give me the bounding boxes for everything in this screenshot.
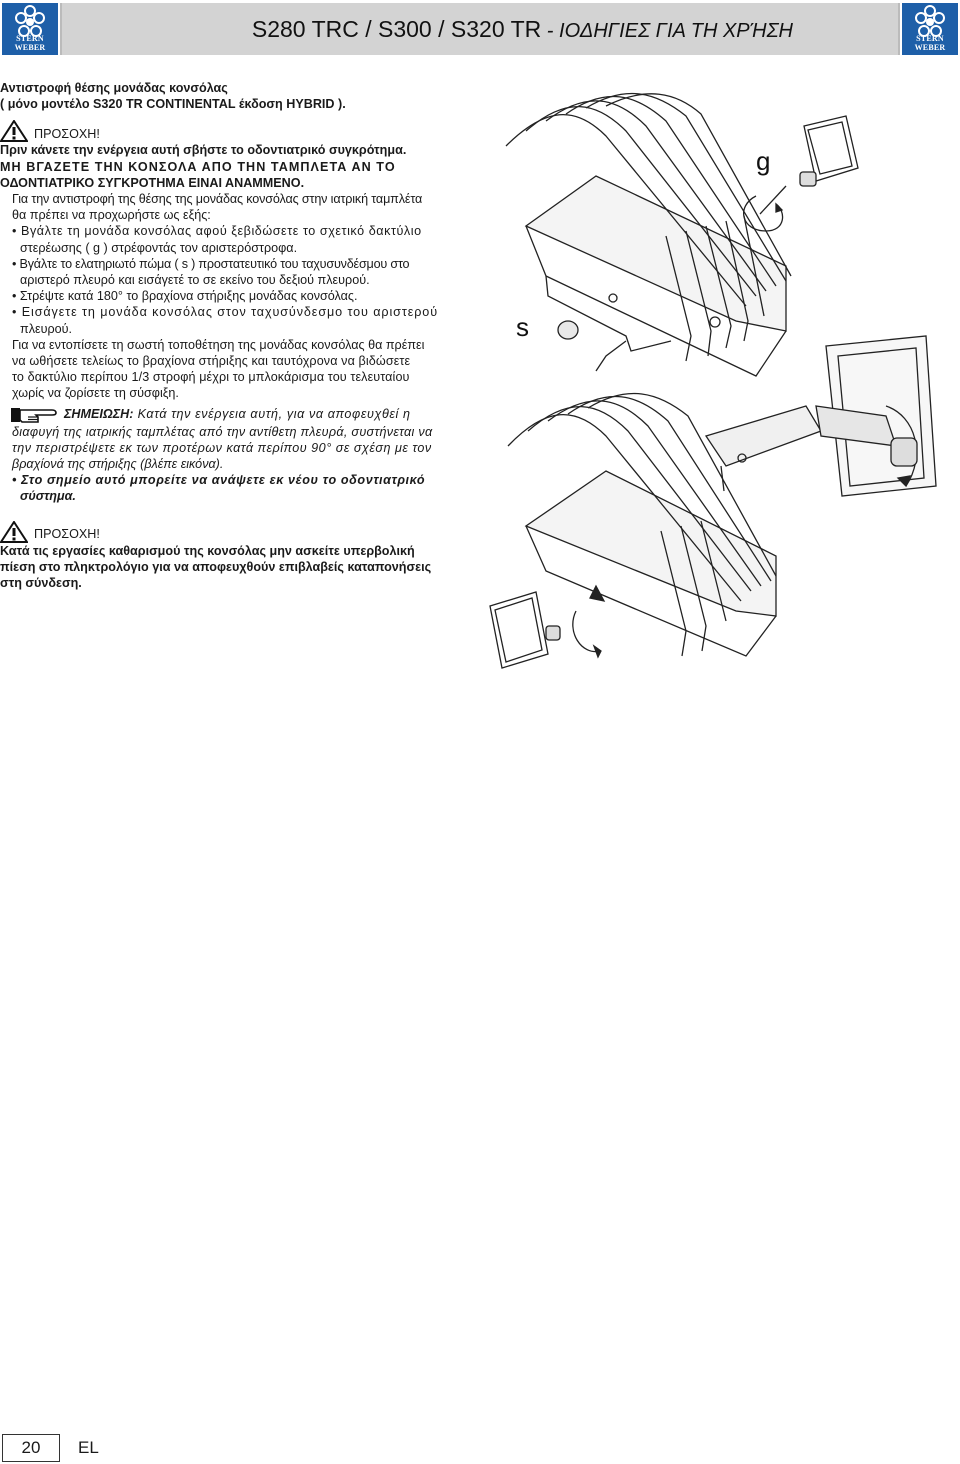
warning-text: Κατά τις εργασίες καθαρισμού της κονσόλας μην ασκείτε υπερβολική (0, 543, 415, 558)
page-number: 20 (2, 1434, 60, 1462)
warning-label: ΠΡΟΣΟΧΗ! (34, 127, 100, 142)
warning-text: στη σύνδεση. (0, 576, 82, 591)
pointing-hand-icon (10, 404, 58, 424)
note-text: την περιστρέψετε εκ των προτέρων κατά περίπου 90° σε σχέση με τον (12, 440, 432, 455)
paragraph: Για να εντοπίσετε τη σωστή τοποθέτηση της μονάδας κονσόλας θα πρέπει (12, 337, 425, 352)
note-text: Κατά την ενέργεια αυτή, για να αποφευχθεί η (133, 406, 411, 421)
console-illustration (486, 86, 958, 676)
page-subtitle: - ΙΟΔΗΓΙΕΣ ΓΙΑ ΤΗ ΧΡΉΣΗ (541, 20, 793, 42)
step-item: στερέωσης ( g ) στρέφοντάς τον αριστερόστροφα. (20, 240, 298, 255)
language-code: EL (78, 1438, 99, 1457)
step-item: • Βγάλτε τη μονάδα κονσόλας αφού ξεβιδώσετε το σχετικό δακτύλιο (12, 224, 422, 239)
step-item: αριστερό πλευρό και εισάγετέ το σε εκείνο του δεξιού πλευρού. (20, 273, 370, 288)
intro-text: θα πρέπει να προχωρήστε ως εξής: (12, 208, 211, 223)
step-item: • Στρέψτε κατά 180° το βραχίονα στήριξης μονάδας κονσόλας. (12, 289, 358, 304)
paragraph: το δακτύλιο περίπου 1/3 στροφή μέχρι το μπλοκάρισμα του τελευταίου (12, 370, 410, 385)
page-title (252, 16, 793, 43)
warning-icon (0, 521, 28, 543)
instructions-text (0, 80, 478, 591)
brand-name: STERN WEBER (914, 34, 946, 52)
paragraph: να ωθήσετε τελείως το βραχίονα στήριξης και ταυτόχρονα να βιδώσετε (12, 354, 411, 369)
model-title: S280 TRC / S300 / S320 TR (251, 16, 542, 42)
warning-text: Πριν κάνετε την ενέργεια αυτή σβήστε το οδοντιατρικό συγκρότημα. (0, 143, 407, 158)
note-header (0, 404, 478, 424)
stern-weber-logo-right (902, 3, 958, 55)
section-heading: Αντιστροφή θέσης μονάδας κονσόλας (0, 81, 228, 95)
section-subheading: ( μόνο μοντέλο S320 TR CONTINENTAL έκδοση HYBRID ). (0, 97, 346, 112)
step-item: • Εισάγετε τη μονάδα κονσόλας στον ταχυσύνδεσμο του αριστερού (12, 305, 439, 320)
warning-text: πίεση στο πληκτρολόγιο για να αποφευχθούν επιβλαβείς καταπονήσεις (0, 559, 432, 574)
header-bar (60, 3, 900, 55)
label-s: s (516, 312, 529, 342)
warning-icon (0, 120, 28, 142)
paragraph: χωρίς να ζορίσετε τη σύσφιξη. (12, 386, 179, 401)
warning-header (0, 120, 478, 142)
warning-header (0, 521, 478, 543)
warning-text: ΟΔΟΝΤΙΑΤΡΙΚΟ ΣΥΓΚΡΟΤΗΜΑ ΕΙΝΑΙ ΑΝΑΜΜΕΝΟ. (0, 175, 305, 190)
stern-weber-logo-left (2, 3, 58, 55)
note-text: βραχίονά της στήριξης (βλέπε εικόνα). (12, 457, 224, 472)
step-item: πλευρού. (20, 321, 73, 336)
restart-instruction: σύστημα. (20, 489, 76, 504)
warning-label: ΠΡΟΣΟΧΗ! (34, 527, 100, 542)
note-label: ΣΗΜΕΙΩΣΗ: (64, 406, 134, 421)
label-g: g (756, 146, 771, 176)
restart-instruction: • Στο σημείο αυτό μπορείτε να ανάψετε εκ νέου το οδοντιατρικό (12, 473, 426, 488)
note-text: διαφυγή της ιατρικής ταμπλέτας από την αντίθετη πλευρά, συστήνεται να (12, 424, 433, 439)
warning-text: ΜΗ ΒΓΑΖΕΤΕ ΤΗΝ ΚΟΝΣΟΛΑ ΑΠΟ ΤΗΝ ΤΑΜΠΛΕΤΑ ΑΝ ΤΟ (0, 159, 396, 174)
intro-text: Για την αντιστροφή της θέσης της μονάδας κονσόλας στην ιατρική ταμπλέτα (12, 192, 423, 207)
brand-name: STERN WEBER (14, 34, 46, 52)
step-item: • Βγάλτε το ελατηριωτό πώμα ( s ) προστατευτικό του ταχυσυνδέσμου στο (12, 256, 410, 271)
